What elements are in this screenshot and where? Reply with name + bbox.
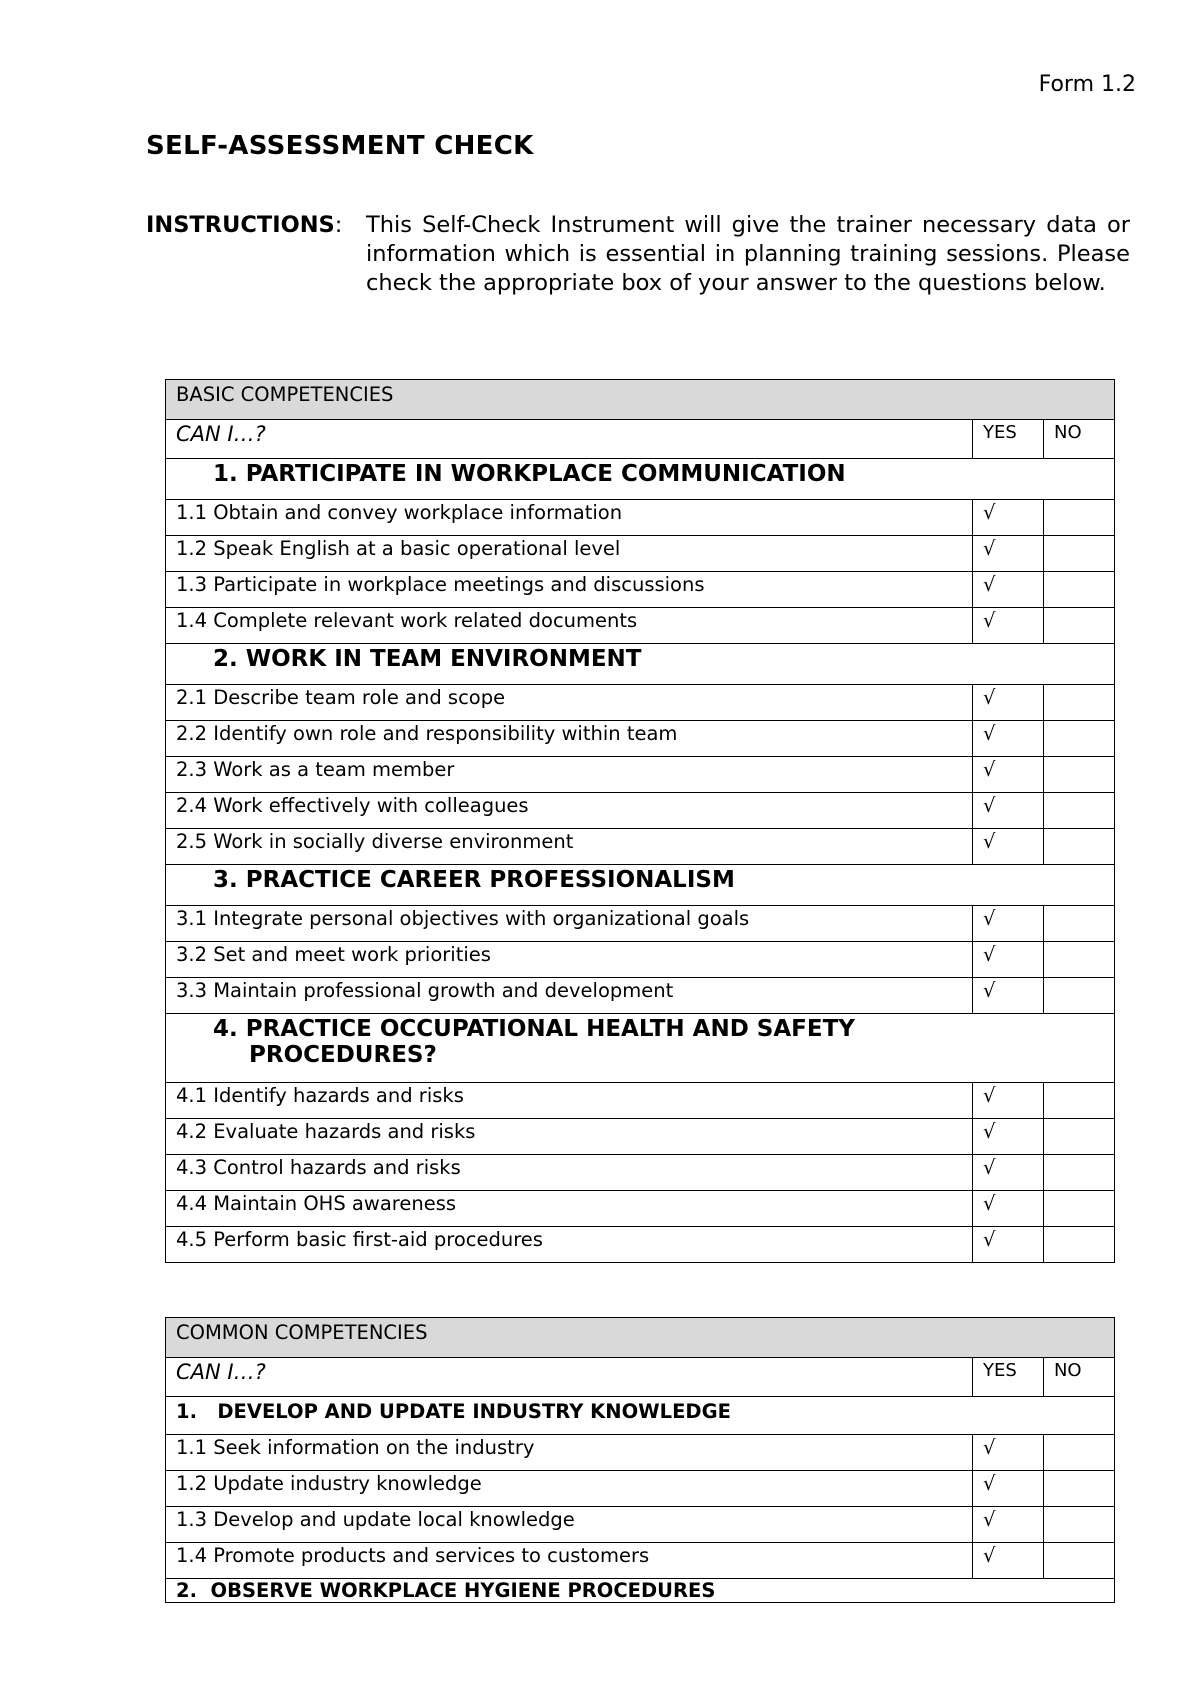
yes-checkbox[interactable]: √ [972,793,1043,829]
competency-item: 1.2 Update industry knowledge [166,1471,973,1507]
yes-checkbox[interactable]: √ [972,829,1043,865]
no-checkbox[interactable] [1043,757,1114,793]
no-checkbox[interactable] [1043,608,1114,644]
section-title: 2. OBSERVE WORKPLACE HYGIENE PROCEDURES [166,1579,1115,1603]
yes-checkbox[interactable]: √ [972,572,1043,608]
yes-checkbox[interactable]: √ [972,1083,1043,1119]
no-checkbox[interactable] [1043,1155,1114,1191]
yes-checkbox[interactable]: √ [972,978,1043,1014]
no-column-header: NO [1043,1358,1114,1397]
section-title: 4. PRACTICE OCCUPATIONAL HEALTH AND SAFETY PROCEDURES? [166,1014,1115,1083]
can-i-label: CAN I…? [166,1358,973,1397]
competency-item: 4.5 Perform basic first-aid procedures [166,1227,973,1263]
yes-checkbox[interactable]: √ [972,942,1043,978]
no-checkbox[interactable] [1043,1119,1114,1155]
competency-item: 2.1 Describe team role and scope [166,685,973,721]
yes-checkbox[interactable]: √ [972,1155,1043,1191]
section-title: 1. PARTICIPATE IN WORKPLACE COMMUNICATION [166,459,1115,500]
yes-checkbox[interactable]: √ [972,906,1043,942]
yes-checkbox[interactable]: √ [972,757,1043,793]
no-checkbox[interactable] [1043,721,1114,757]
no-checkbox[interactable] [1043,685,1114,721]
no-checkbox[interactable] [1043,572,1114,608]
competency-item: 4.1 Identify hazards and risks [166,1083,973,1119]
instructions [146,211,1130,298]
basic-competencies-table [165,379,1115,1263]
instructions-text: This Self-Check Instrument will give the trainer necessary data or information which is essential in planning training sessions. Please check the appropriate box of your answer to the questions below. [366,212,1130,296]
competency-item: 1.1 Seek information on the industry [166,1435,973,1471]
yes-checkbox[interactable]: √ [972,1435,1043,1471]
can-i-label: CAN I…? [166,420,973,459]
section-title: 1. DEVELOP AND UPDATE INDUSTRY KNOWLEDGE [166,1397,1115,1435]
no-checkbox[interactable] [1043,978,1114,1014]
no-checkbox[interactable] [1043,1471,1114,1507]
yes-checkbox[interactable]: √ [972,721,1043,757]
table-header: COMMON COMPETENCIES [166,1318,1115,1358]
competency-item: 1.4 Complete relevant work related documents [166,608,973,644]
competency-item: 2.2 Identify own role and responsibility within team [166,721,973,757]
yes-checkbox[interactable]: √ [972,1471,1043,1507]
no-checkbox[interactable] [1043,1083,1114,1119]
yes-checkbox[interactable]: √ [972,685,1043,721]
competency-item: 1.2 Speak English at a basic operational level [166,536,973,572]
no-checkbox[interactable] [1043,1543,1114,1579]
instructions-label: INSTRUCTIONS: [146,212,343,238]
competency-item: 2.5 Work in socially diverse environment [166,829,973,865]
competency-item: 3.3 Maintain professional growth and development [166,978,973,1014]
yes-checkbox[interactable]: √ [972,1191,1043,1227]
yes-checkbox[interactable]: √ [972,500,1043,536]
yes-checkbox[interactable]: √ [972,1227,1043,1263]
no-column-header: NO [1043,420,1114,459]
no-checkbox[interactable] [1043,829,1114,865]
competency-item: 2.4 Work effectively with colleagues [166,793,973,829]
yes-checkbox[interactable]: √ [972,1119,1043,1155]
no-checkbox[interactable] [1043,1191,1114,1227]
page-title: SELF-ASSESSMENT CHECK [146,131,534,161]
competency-item: 2.3 Work as a team member [166,757,973,793]
yes-checkbox[interactable]: √ [972,1543,1043,1579]
no-checkbox[interactable] [1043,906,1114,942]
yes-checkbox[interactable]: √ [972,1507,1043,1543]
no-checkbox[interactable] [1043,500,1114,536]
yes-checkbox[interactable]: √ [972,536,1043,572]
competency-item: 4.2 Evaluate hazards and risks [166,1119,973,1155]
no-checkbox[interactable] [1043,942,1114,978]
competency-item: 1.3 Develop and update local knowledge [166,1507,973,1543]
competency-item: 1.1 Obtain and convey workplace information [166,500,973,536]
competency-item: 1.3 Participate in workplace meetings and discussions [166,572,973,608]
competency-item: 4.4 Maintain OHS awareness [166,1191,973,1227]
form-number: Form 1.2 [1038,72,1136,97]
table-header: BASIC COMPETENCIES [166,380,1115,420]
no-checkbox[interactable] [1043,1227,1114,1263]
no-checkbox[interactable] [1043,1435,1114,1471]
common-competencies-table [165,1317,1115,1603]
no-checkbox[interactable] [1043,793,1114,829]
no-checkbox[interactable] [1043,1507,1114,1543]
yes-column-header: YES [972,1358,1043,1397]
no-checkbox[interactable] [1043,536,1114,572]
section-title: 2. WORK IN TEAM ENVIRONMENT [166,644,1115,685]
competency-item: 3.1 Integrate personal objectives with organizational goals [166,906,973,942]
section-title: 3. PRACTICE CAREER PROFESSIONALISM [166,865,1115,906]
yes-column-header: YES [972,420,1043,459]
competency-item: 3.2 Set and meet work priorities [166,942,973,978]
competency-item: 4.3 Control hazards and risks [166,1155,973,1191]
yes-checkbox[interactable]: √ [972,608,1043,644]
competency-item: 1.4 Promote products and services to customers [166,1543,973,1579]
